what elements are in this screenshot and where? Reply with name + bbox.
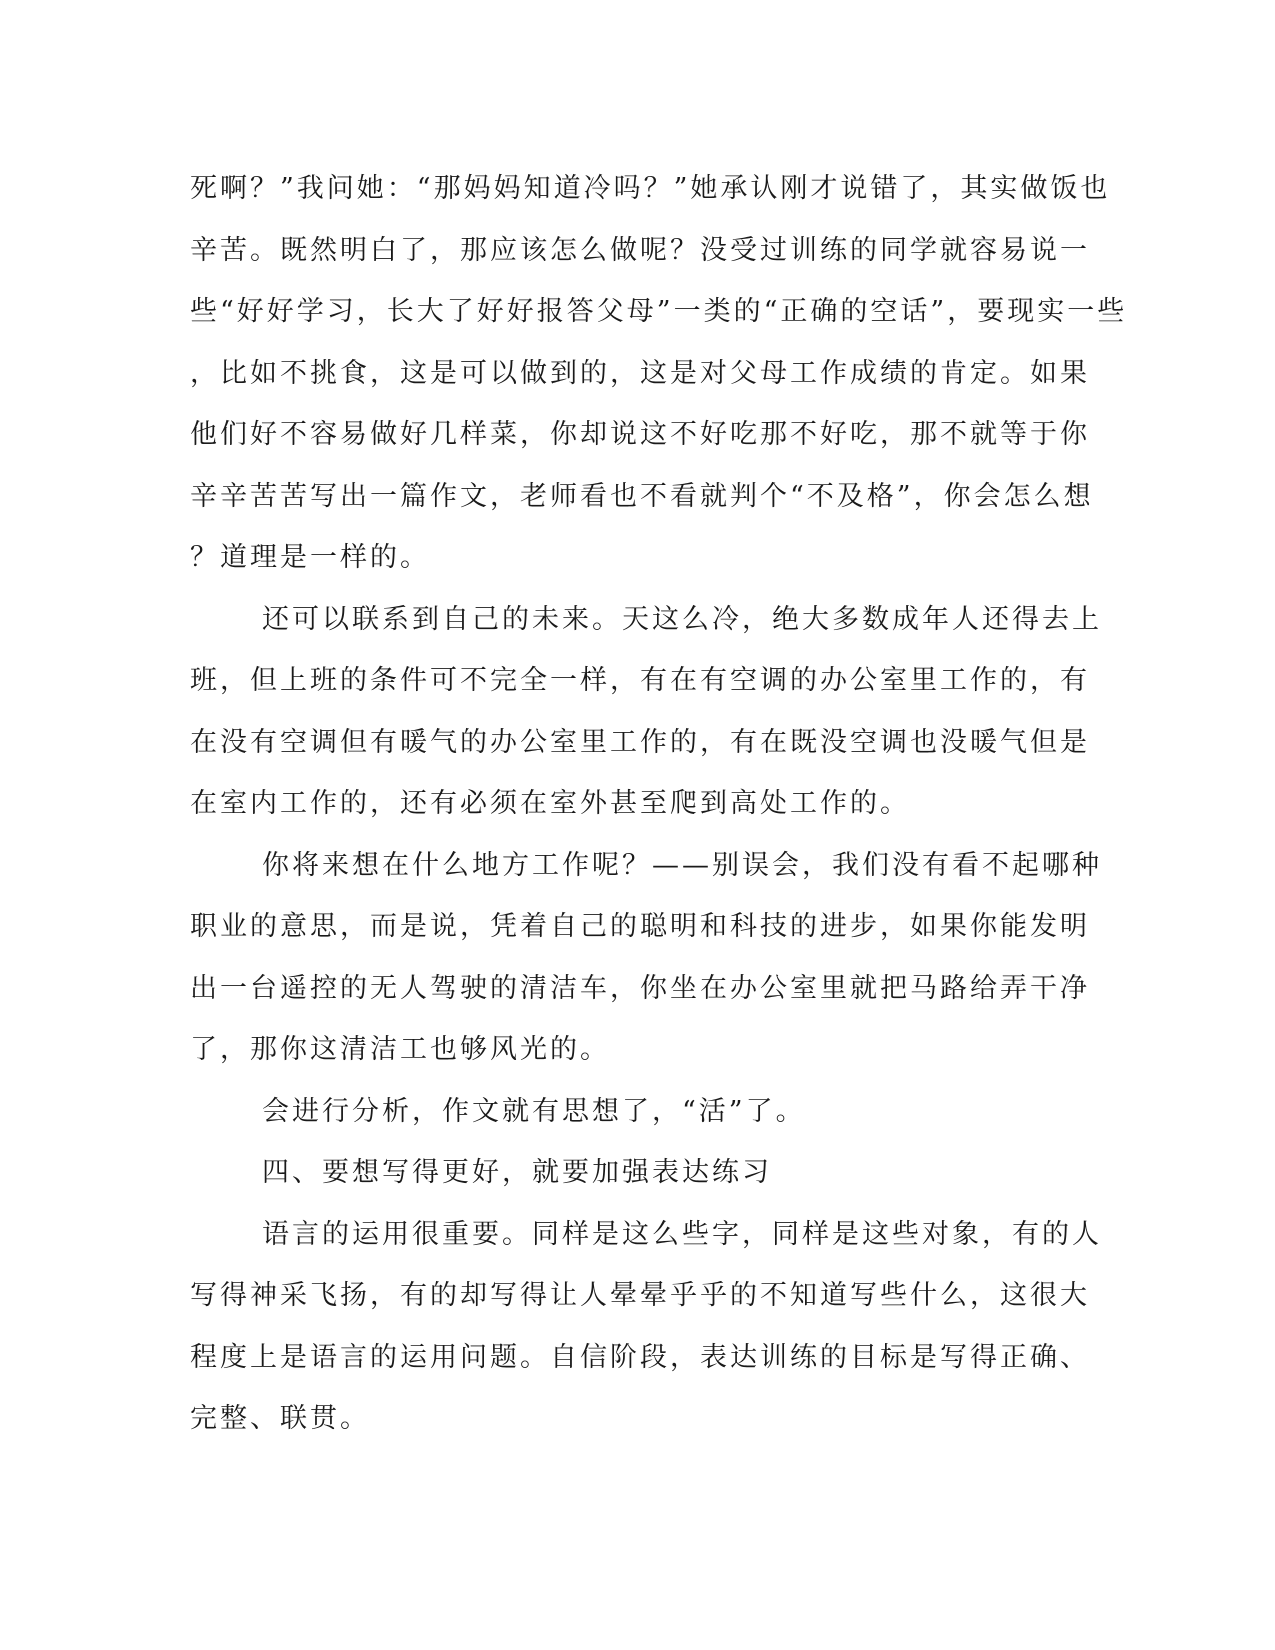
body-text [190,158,1128,1450]
text-line: 职业的意思，而是说，凭着自己的聪明和科技的进步，如果你能发明 [190,911,1090,942]
text-line: 完整、联贯。 [190,1403,370,1434]
text-line: 他们好不容易做好几样菜，你却说这不好吃那不好吃，那不就等于你 [190,419,1090,450]
text-line: 程度上是语言的运用问题。自信阶段，表达训练的目标是写得正确、 [190,1341,1090,1373]
paragraph-start-line: 你将来想在什么地方工作呢？——别误会，我们没有看不起哪种 [262,849,1102,881]
text-line: 了，那你这清洁工也够风光的。 [190,1034,610,1065]
text-line: ？道理是一样的。 [190,542,430,573]
text-line: 在没有空调但有暖气的办公室里工作的，有在既没空调也没暖气但是 [190,726,1090,758]
section-heading: 四、要想写得更好，就要加强表达练习 [262,1157,772,1188]
text-line: 写得神采飞扬，有的却写得让人晕晕乎乎的不知道写些什么，这很大 [190,1280,1090,1311]
text-line: 些“好好学习，长大了好好报答父母”一类的“正确的空话”，要现实一些 [190,296,1128,327]
text-line: 在室内工作的，还有必须在室外甚至爬到高处工作的。 [190,788,910,819]
paragraph-start-line: 会进行分析，作文就有思想了，“活”了。 [262,1095,806,1127]
text-line: ，比如不挑食，这是可以做到的，这是对父母工作成绩的肯定。如果 [190,357,1090,389]
text-line: 出一台遥控的无人驾驶的清洁车，你坐在办公室里就把马路给弄干净 [190,972,1090,1004]
paragraph-start-line: 语言的运用很重要。同样是这么些字，同样是这些对象，有的人 [262,1218,1102,1250]
paragraph-start-line: 还可以联系到自己的未来。天这么冷，绝大多数成年人还得去上 [262,603,1102,635]
text-line: 班，但上班的条件可不完全一样，有在有空调的办公室里工作的，有 [190,665,1090,696]
text-line: 死啊？”我问她：“那妈妈知道冷吗？”她承认刚才说错了，其实做饭也 [190,173,1111,204]
text-line: 辛辛苦苦写出一篇作文，老师看也不看就判个“不及格”，你会怎么想 [190,480,1094,512]
text-line: 辛苦。既然明白了，那应该怎么做呢？没受过训练的同学就容易说一 [190,234,1090,266]
